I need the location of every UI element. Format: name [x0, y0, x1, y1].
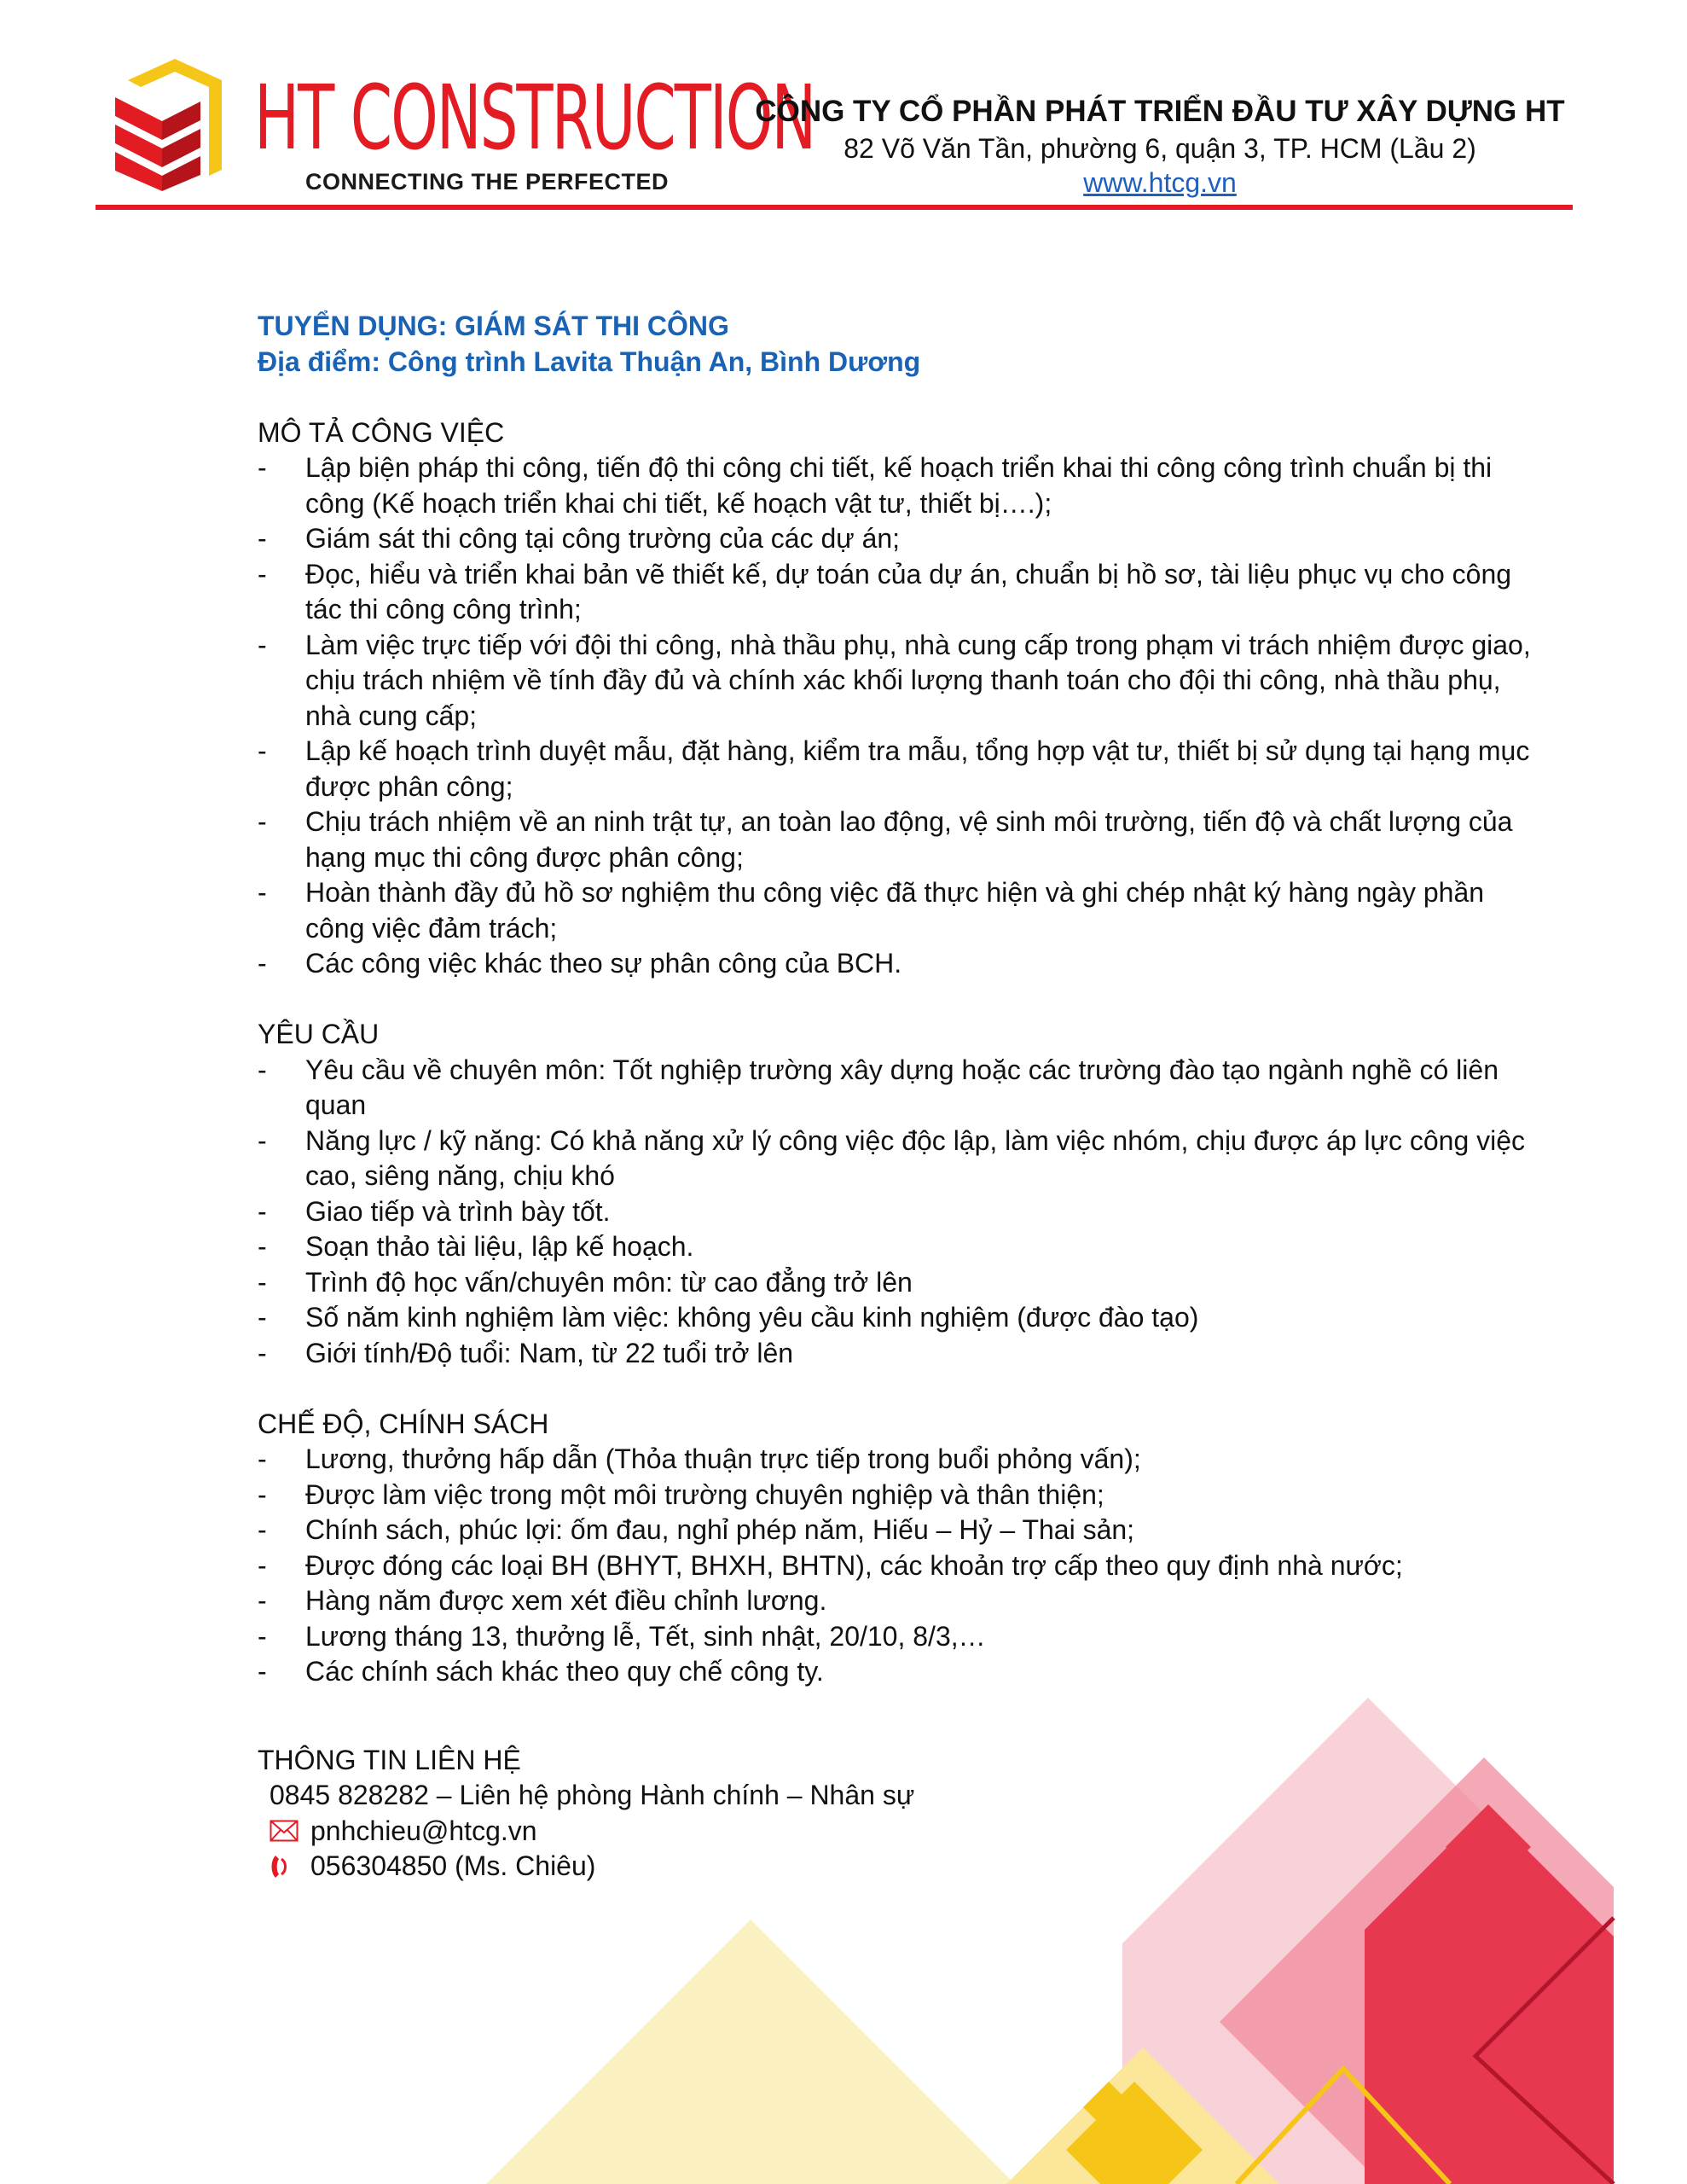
benefits-list — [258, 1442, 1537, 1690]
section-title: CHẾ ĐỘ, CHÍNH SÁCH — [258, 1408, 549, 1439]
header-divider — [96, 205, 1573, 210]
list-item: - Lập biện pháp thi công, tiến độ thi công chi tiết, kế hoạch triển khai thi công công trình chuẩn bị thi công (Kế hoạch triển khai chi tiết, kế hoạch vật tư, thiết bị….); — [258, 450, 1537, 521]
contact-mobile-line — [258, 1849, 1537, 1885]
list-item: - Được đóng các loại BH (BHYT, BHXH, BHTN), các khoản trợ cấp theo quy định nhà nước; — [258, 1548, 1537, 1584]
company-name: CÔNG TY CỔ PHẦN PHÁT TRIỂN ĐẦU TƯ XÂY DỰNG HT — [755, 95, 1565, 128]
company-info — [733, 92, 1586, 200]
section-contact — [258, 1743, 1537, 1885]
list-item: - Chính sách, phúc lợi: ốm đau, nghỉ phép năm, Hiếu – Hỷ – Thai sản; — [258, 1513, 1537, 1548]
logo-icon — [111, 55, 239, 191]
list-item: - Hàng năm được xem xét điều chỉnh lương. — [258, 1583, 1537, 1619]
contact-phone-line: 0845 828282 – Liên hệ phòng Hành chính – Nhân sự — [270, 1780, 915, 1810]
list-item: - Đọc, hiểu và triển khai bản vẽ thiết kế, dự toán của dự án, chuẩn bị hồ sơ, tài liệu phục vụ cho công tác thi công công trình; — [258, 557, 1537, 628]
description-list — [258, 450, 1537, 982]
list-item: - Làm việc trực tiếp với đội thi công, nhà thầu phụ, nhà cung cấp trong phạm vi trách nhiệm được giao, chịu trách nhiệm về tính đầy đủ và chính xác khối lượng thanh toán cho đội thi công, nhà thầu phụ, nhà cung cấp; — [258, 628, 1537, 735]
list-item: - Yêu cầu về chuyên môn: Tốt nghiệp trường xây dựng hoặc các trường đào tạo ngành nghề có liên quan — [258, 1053, 1537, 1124]
list-item: - Các công việc khác theo sự phân công của BCH. — [258, 946, 1537, 982]
section-title: YÊU CẦU — [258, 1019, 380, 1049]
contact-email-line — [258, 1814, 1537, 1850]
list-item: - Giới tính/Độ tuổi: Nam, từ 22 tuổi trở lên — [258, 1336, 1537, 1372]
list-item: - Được làm việc trong một môi trường chuyên nghiệp và thân thiện; — [258, 1478, 1537, 1513]
section-description — [258, 415, 1537, 982]
list-item: - Soạn thảo tài liệu, lập kế hoạch. — [258, 1229, 1537, 1265]
section-requirements — [258, 1017, 1537, 1371]
section-title: THÔNG TIN LIÊN HỆ — [258, 1744, 521, 1775]
brand-tagline: CONNECTING THE PERFECTED — [305, 169, 670, 195]
section-benefits — [258, 1407, 1537, 1690]
company-address: 82 Võ Văn Tần, phường 6, quận 3, TP. HCM (Lầu 2) — [844, 133, 1476, 164]
contact-email[interactable]: pnhchieu@htcg.vn — [310, 1815, 537, 1846]
list-item: - Trình độ học vấn/chuyên môn: từ cao đẳng trở lên — [258, 1265, 1537, 1301]
job-title: TUYỂN DỤNG: GIÁM SÁT THI CÔNG — [258, 311, 729, 341]
section-title: MÔ TẢ CÔNG VIỆC — [258, 416, 505, 448]
list-item: - Giao tiếp và trình bày tốt. — [258, 1194, 1537, 1230]
list-item: - Các chính sách khác theo quy chế công ty. — [258, 1654, 1537, 1690]
list-item: - Hoàn thành đầy đủ hồ sơ nghiệm thu công việc đã thực hiện và ghi chép nhật ký hàng ngày phần công việc đảm trách; — [258, 875, 1537, 946]
job-posting — [258, 309, 1537, 1885]
list-item: - Lập kế hoạch trình duyệt mẫu, đặt hàng, kiểm tra mẫu, tổng hợp vật tư, thiết bị sử dụng tại hạng mục được phân công; — [258, 734, 1537, 804]
phone-icon — [270, 1854, 304, 1879]
list-item: - Số năm kinh nghiệm làm việc: không yêu cầu kinh nghiệm (được đào tạo) — [258, 1300, 1537, 1336]
brand-name: HT CONSTRUCTION — [254, 66, 815, 170]
list-item: - Giám sát thi công tại công trường của các dự án; — [258, 521, 1537, 557]
company-website-link[interactable]: www.htcg.vn — [1083, 167, 1237, 198]
job-location: Địa điểm: Công trình Lavita Thuận An, Bình Dương — [258, 346, 921, 377]
contact-mobile[interactable]: 056304850 (Ms. Chiêu) — [310, 1850, 596, 1881]
list-item: - Lương tháng 13, thưởng lễ, Tết, sinh nhật, 20/10, 8/3,… — [258, 1619, 1537, 1655]
list-item: - Năng lực / kỹ năng: Có khả năng xử lý công việc độc lập, làm việc nhóm, chịu được áp lực công việc cao, siêng năng, chịu khó — [258, 1124, 1537, 1194]
list-item: - Lương, thưởng hấp dẫn (Thỏa thuận trực tiếp trong buổi phỏng vấn); — [258, 1442, 1537, 1478]
requirements-list — [258, 1053, 1537, 1372]
list-item: - Chịu trách nhiệm về an ninh trật tự, an toàn lao động, vệ sinh môi trường, tiến độ và chất lượng của hạng mục thi công được phân công; — [258, 804, 1537, 875]
envelope-icon — [270, 1820, 304, 1842]
